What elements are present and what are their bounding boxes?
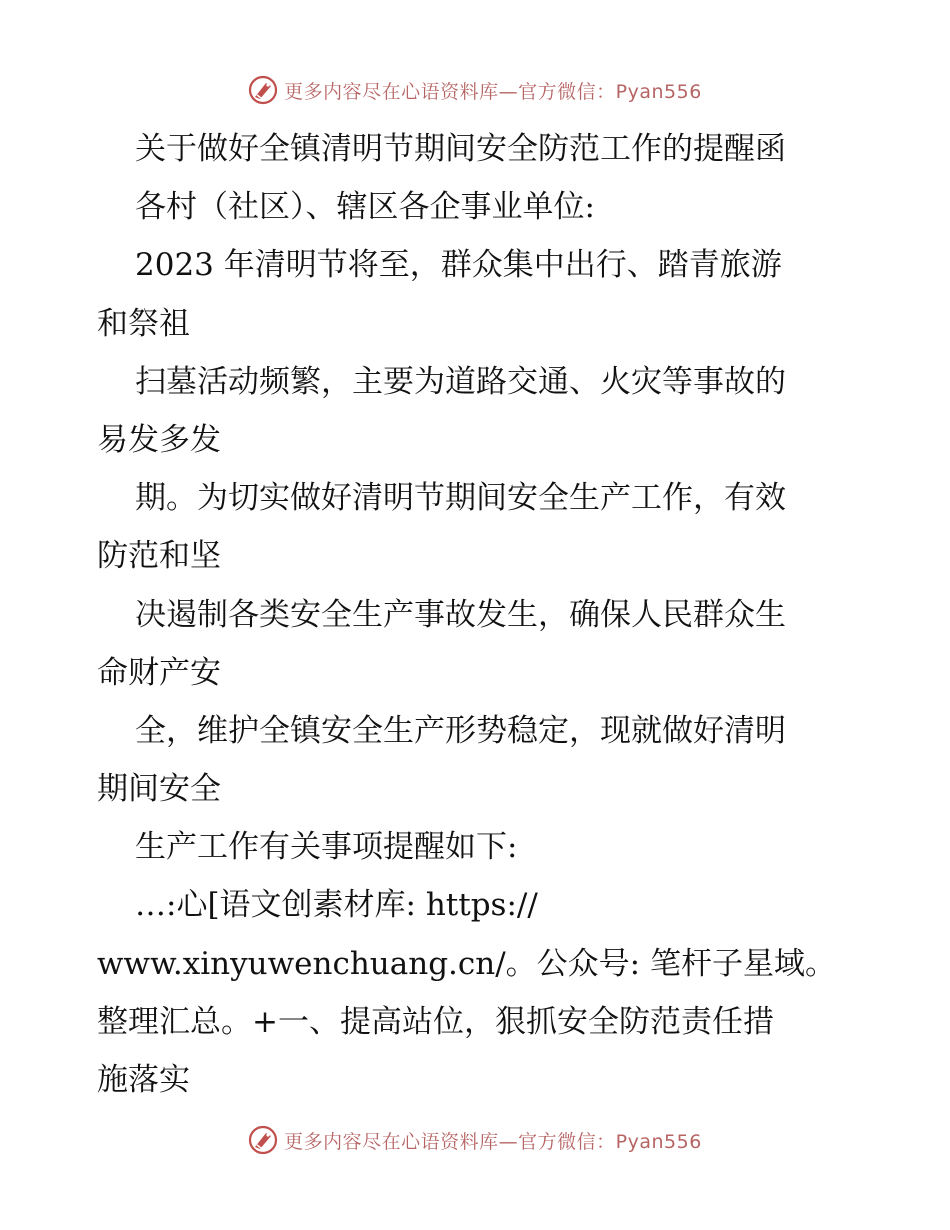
footer-watermark-text: 更多内容尽在心语资料库—官方微信：Pyan556 — [284, 1130, 702, 1153]
document-line: 扫墓活动频繁，主要为道路交通、火灾等事故的 — [135, 363, 786, 400]
document-line: 关于做好全镇清明节期间安全防范工作的提醒函 — [135, 131, 786, 167]
document-line: 易发多发 — [97, 421, 221, 458]
document-line: 期间安全 — [97, 771, 221, 808]
document-line: 防范和坚 — [97, 538, 221, 575]
document-line: 2023 年清明节将至，群众集中出行、踏青旅游 — [135, 247, 782, 284]
document-line: 施落实 — [97, 1062, 190, 1098]
document-line: 全，维护全镇安全生产形势稳定，现就做好清明 — [135, 712, 786, 749]
document-line: www.xinyuwenchuang.cn/。公众号: 笔杆子星域。 — [97, 945, 836, 982]
document-line: 各村（社区）、辖区各企事业单位: — [135, 189, 595, 226]
header-watermark — [0, 70, 950, 110]
document-line: 整理汇总。+一、提高站位，狠抓安全防范责任措 — [97, 1003, 774, 1040]
document-line: 命财产安 — [97, 654, 221, 691]
document-line: 生产工作有关事项提醒如下: — [135, 829, 518, 866]
document-line: 期。为切实做好清明节期间安全生产工作，有效 — [135, 480, 786, 517]
footer-watermark — [0, 1120, 950, 1160]
pen-nib-logo-icon — [248, 1125, 278, 1155]
pen-nib-logo-icon — [248, 75, 278, 105]
document-body — [97, 120, 857, 1109]
document-line: 和祭祖 — [97, 305, 190, 342]
document-line: 决遏制各类安全生产事故发生，确保人民群众生 — [135, 596, 786, 633]
header-watermark-text: 更多内容尽在心语资料库—官方微信：Pyan556 — [284, 80, 702, 103]
document-line: …:心[语文创素材库: https:// — [135, 887, 538, 924]
